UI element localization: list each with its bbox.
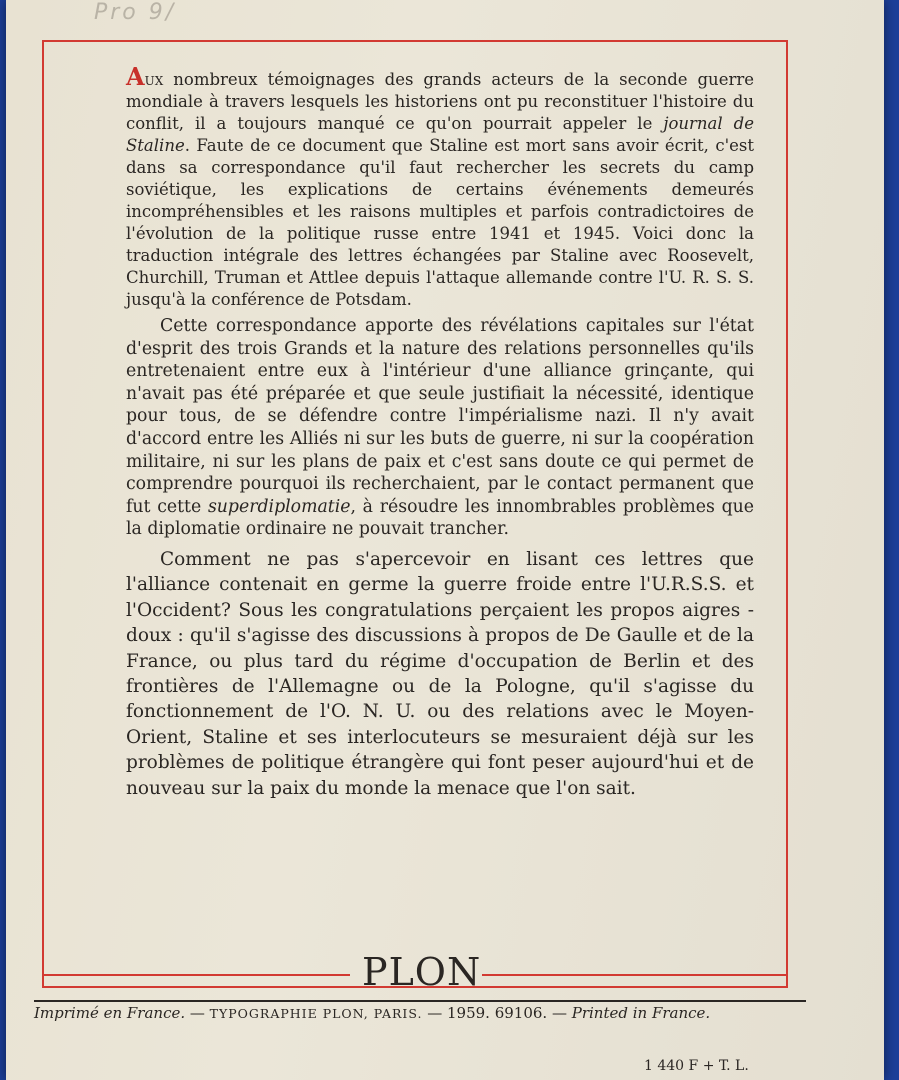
imprint-middle: — 1959. 69106. — <box>422 1004 572 1022</box>
pencil-scribble: Pro 9/ <box>94 0 177 25</box>
dropcap: A <box>126 62 145 91</box>
imprint-dash: — <box>185 1004 210 1022</box>
blurb-text <box>126 62 754 801</box>
imprint-line <box>34 1004 806 1022</box>
paragraph-2-text-b: , à résoudre les innombrables problèmes que la diplomatie ordinaire ne pouvait trancher. <box>126 496 754 540</box>
imprint-rule <box>34 1000 806 1002</box>
dropcap-continuation: ux <box>144 70 164 89</box>
paragraph-1-text-b: . Faute de ce document que Staline est mort sans avoir écrit, c'est dans sa correspondance qu'il faut rechercher les secrets du camp soviétique, les explications de certains événements demeurés incompréhensibles et les raisons multiples et parfois contradictoires de l'évolution de la politique russe entre 1941 et 1945. Voici donc la traduction intégrale des lettres échangées par Staline avec Roosevelt, Churchill, Truman et Attlee depuis l'attaque allemande contre l'U. R. S. S. jusqu'à la conférence de Potsdam. <box>126 136 754 309</box>
paragraph-2-italic: superdiplomatie <box>207 496 351 517</box>
imprint-right: Printed in France. <box>571 1004 711 1022</box>
publisher-rule-left <box>42 974 350 976</box>
publisher-name: PLON <box>362 950 482 994</box>
paragraph-1 <box>126 62 754 311</box>
price-label: 1 440 F + T. L. <box>644 1058 749 1074</box>
imprint-typographie: TYPOGRAPHIE PLON, PARIS. <box>209 1006 423 1021</box>
paragraph-1-italic: journal de Staline <box>126 114 754 155</box>
paragraph-1-text-a: nombreux témoignages des grands acteurs de la seconde guerre mondiale à travers lesquels les historiens ont pu reconstituer l'histoire du conflit, il a toujours manqué ce qu'on pourrait appeler le <box>126 70 754 133</box>
publisher-band <box>42 948 788 998</box>
imprint-left: Imprimé en France. <box>34 1004 186 1022</box>
paragraph-3: Comment ne pas s'apercevoir en lisant ces lettres que l'alliance contenait en germe la guerre froide entre l'U.R.S.S. et l'Occident? Sous les congratulations perçaient les propos aigres - doux : qu'il s'agisse des discussions à propos de De Gaulle et de la France, ou plus tard du régime d'occupation de Berlin et des frontières de l'Allemagne ou de la Pologne, qu'il s'agisse du fonctionnement de l'O. N. U. ou des relations avec le Moyen-Orient, Staline et ses interlocuteurs se mesuraient déjà sur les problèmes de politique étrangère qui font peser aujourd'hui et de nouveau sur la paix du monde la menace que l'on sait. <box>126 548 754 799</box>
paragraph-2-text-a: Cette correspondance apporte des révélations capitales sur l'état d'esprit des trois Grands et la nature des relations personnelles qu'ils entretenaient entre eux à l'intérieur d'une alliance grinçante, qui n'avait pas été préparée et que seule justifiait la nécessité, identique pour tous, de se défendre contre l'impérialisme nazi. Il n'y avait d'accord entre les Alliés ni sur les buts de guerre, ni sur la coopération militaire, ni sur les plans de paix et c'est sans doute ce qui permet de comprendre pourquoi ils recherchaient, par le contact permanent que fut cette <box>126 316 754 517</box>
back-cover-page <box>6 0 884 1080</box>
publisher-rule-right <box>482 974 788 976</box>
paragraph-2 <box>126 315 754 541</box>
